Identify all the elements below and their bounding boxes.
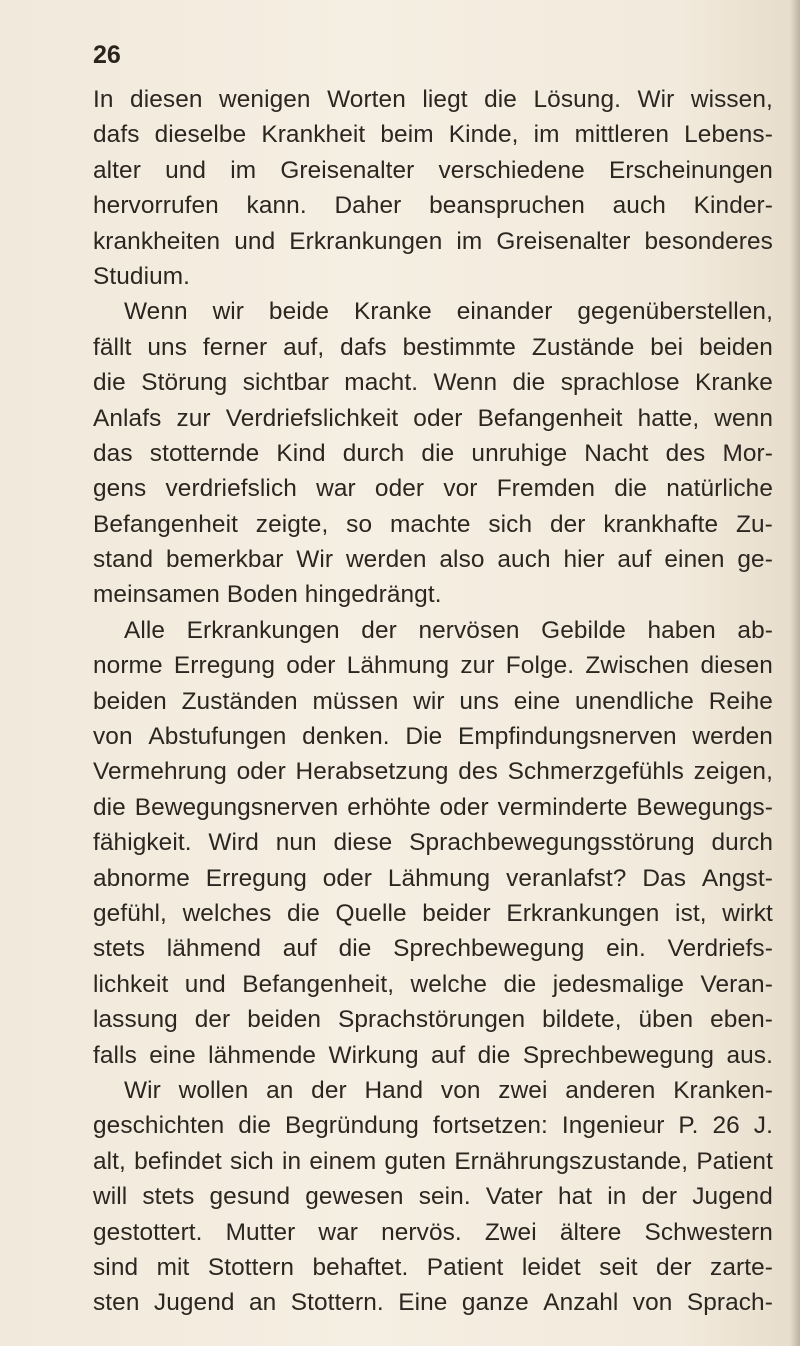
word: geschichten [93, 1112, 225, 1140]
word: auch [612, 192, 666, 220]
word: sind [93, 1253, 139, 1281]
word: fähigkeit. [93, 829, 192, 857]
text-line [93, 401, 773, 436]
word: beider [422, 899, 491, 927]
word: veranlafst? [506, 864, 627, 892]
word: Bewegungsnerven [134, 793, 339, 821]
word: Krankheit [261, 121, 366, 149]
word: Zu- [736, 510, 773, 538]
word: von [632, 1289, 673, 1317]
word: hier [563, 546, 605, 574]
word: Störung [141, 369, 228, 397]
word: Lebens- [684, 121, 773, 149]
word: werden [692, 723, 773, 751]
word: Hand [364, 1076, 424, 1104]
text-line [93, 1108, 773, 1143]
word: kann. [246, 192, 307, 220]
word: Erkrankungen [289, 227, 443, 255]
word: alt, [93, 1147, 126, 1175]
word: wir [413, 687, 445, 715]
word: zeigte, [255, 510, 329, 538]
word: wissen, [690, 86, 773, 113]
word: Empfindungsnerven [458, 723, 677, 751]
word: Stottern. [290, 1289, 384, 1317]
word: mit [156, 1253, 190, 1281]
word: durch [342, 439, 405, 467]
word: die [93, 793, 126, 821]
text-line [93, 719, 773, 754]
word: Patient [696, 1147, 773, 1175]
body-text [93, 82, 773, 1321]
word: Daher [334, 192, 402, 220]
word: Befangenheit [477, 404, 623, 432]
word: beiden [699, 333, 773, 361]
word: stets [142, 1183, 195, 1211]
word: die [477, 1041, 511, 1069]
word: alter [93, 156, 141, 184]
word: Fremden [496, 475, 595, 503]
word: des [458, 758, 498, 786]
word: des [665, 439, 706, 467]
word: Gebilde [541, 616, 626, 644]
word: so [346, 510, 373, 538]
word: sich [229, 1147, 274, 1175]
word: Bewegungs- [636, 793, 773, 821]
word: eine [513, 687, 561, 715]
word: Wir [124, 1076, 161, 1104]
word: Jugend [692, 1183, 773, 1211]
word: Lähmung [387, 864, 491, 892]
word: Befangenheit, [242, 970, 395, 998]
text-line [93, 613, 773, 648]
word: Verdriefslichkeit [225, 404, 399, 432]
word: beanspruchen [429, 192, 585, 220]
word: Anzahl [543, 1289, 619, 1317]
word: erhöhte [347, 793, 431, 821]
word: Kranke [353, 298, 432, 326]
word: die [93, 369, 126, 397]
word: beiden [247, 1006, 322, 1034]
word: norme [93, 652, 163, 680]
word: fortsetzen: [432, 1112, 548, 1140]
word: gefühl, [93, 899, 167, 927]
word: an [266, 1076, 294, 1104]
word: von [93, 723, 133, 751]
text-line [93, 1285, 773, 1320]
word: denken. [302, 723, 390, 751]
word: in [281, 1147, 302, 1175]
word: bemerkbar [165, 546, 284, 574]
text-line: Studium. [93, 262, 191, 290]
word: nervösen [418, 616, 520, 644]
word: Ingenieur [561, 1112, 665, 1140]
word: Kranke [695, 369, 773, 397]
text-line [93, 967, 773, 1002]
text-line: meinsamen Boden hingedrängt. [93, 581, 442, 609]
text-line [93, 648, 773, 683]
text-line [93, 117, 773, 152]
text-line [93, 1144, 773, 1179]
word: einen [664, 546, 725, 574]
word: Wenn [124, 298, 188, 326]
word: ganze [461, 1289, 529, 1317]
word: Reihe [708, 687, 773, 715]
text-line [93, 931, 773, 966]
word: oder [413, 404, 463, 432]
word: auf [430, 1041, 466, 1069]
word: oder [322, 864, 372, 892]
word: im [533, 121, 560, 149]
word: leidet [521, 1253, 581, 1281]
word: Das [642, 864, 686, 892]
word: Mor- [722, 439, 773, 467]
word: eben- [710, 1006, 773, 1034]
word: war [316, 475, 356, 503]
word: bestimmte [402, 333, 516, 361]
word: ist, [675, 899, 707, 927]
word: Verdriefs- [667, 935, 773, 963]
text-line [93, 82, 773, 117]
word: gesund [209, 1183, 291, 1211]
word: einander [456, 298, 553, 326]
word: war [318, 1218, 359, 1246]
word: zur [460, 652, 495, 680]
word: Erkrankungen [186, 616, 340, 644]
word: der [656, 1253, 692, 1281]
word: krankhafte [603, 510, 719, 538]
word: auf, [283, 333, 325, 361]
word: der [641, 1183, 678, 1211]
word: zwei [498, 1076, 548, 1104]
word: ältere [559, 1218, 622, 1246]
word: Alle [124, 616, 166, 644]
word: ein. [606, 935, 646, 963]
word: diesen [130, 86, 203, 113]
word: 26 [712, 1112, 740, 1140]
word: Erscheinungen [608, 156, 773, 184]
word: oder [439, 793, 489, 821]
word: Wir [296, 546, 334, 574]
word: und [165, 156, 207, 184]
word: Ernährungszustande, [454, 1147, 689, 1175]
word: uns [459, 687, 500, 715]
word: Zuständen [181, 687, 298, 715]
word: zeigen, [693, 758, 773, 786]
word: Kinde, [448, 121, 519, 149]
word: Stottern [207, 1253, 295, 1281]
word: der [311, 1076, 347, 1104]
word: durch [711, 829, 773, 857]
text-line [93, 436, 773, 471]
word: Abstufungen [148, 723, 287, 751]
word: In [93, 86, 114, 113]
word: Mutter [225, 1218, 296, 1246]
text-line [93, 754, 773, 789]
text-line [93, 825, 773, 860]
text-line [93, 507, 773, 542]
text-line [93, 896, 773, 931]
word: zur [176, 404, 211, 432]
word: Anlafs [93, 404, 162, 432]
word: guten [384, 1147, 447, 1175]
word: sichtbar [242, 369, 329, 397]
text-line [93, 790, 773, 825]
text-line [93, 861, 773, 896]
text-line [93, 1179, 773, 1214]
word: unendliche [574, 687, 694, 715]
page-number: 26 [93, 41, 121, 69]
word: stets [93, 935, 146, 963]
word: der [549, 510, 586, 538]
word: gewesen [305, 1183, 404, 1211]
word: die [421, 439, 455, 467]
word: werden [345, 546, 427, 574]
word: wirkt [722, 899, 773, 927]
word: macht. [344, 369, 419, 397]
word: uns [147, 333, 188, 361]
word: behaftet. [312, 1253, 409, 1281]
word: bei [650, 333, 684, 361]
word: besonderes [644, 227, 773, 255]
word: einem [309, 1147, 377, 1175]
word: Veran- [700, 970, 773, 998]
word: Folge. [505, 652, 575, 680]
text-line [93, 153, 773, 188]
word: Worten [327, 86, 406, 113]
word: die [503, 970, 537, 998]
word: die [238, 1112, 272, 1140]
text-line [93, 1002, 773, 1037]
word: Erregung [205, 864, 307, 892]
word: nun [275, 829, 317, 857]
text-line [93, 684, 773, 719]
word: Sprachstörungen [337, 1006, 526, 1034]
word: sein. [418, 1183, 471, 1211]
word: müssen [312, 687, 399, 715]
word: dieselbe [154, 121, 247, 149]
word: Befangenheit [93, 510, 238, 538]
word: will [93, 1183, 128, 1211]
word: die [338, 935, 372, 963]
word: oder [236, 758, 286, 786]
word: und [184, 970, 226, 998]
text-line [93, 1038, 773, 1073]
word: P. [678, 1112, 699, 1140]
word: Angst- [701, 864, 773, 892]
word: im [456, 227, 483, 255]
word: fällt [93, 333, 132, 361]
word: Quelle [335, 899, 407, 927]
word: Lähmung [346, 652, 450, 680]
word: Erregung [173, 652, 276, 680]
text-line [93, 330, 773, 365]
word: Zwischen [585, 652, 690, 680]
word: Erkrankungen [506, 899, 660, 927]
word: hatte, [637, 404, 700, 432]
word: jedesmalige [552, 970, 685, 998]
word: Zwei [484, 1218, 537, 1246]
text-line [93, 224, 773, 259]
word: welche [410, 970, 488, 998]
text-line [93, 471, 773, 506]
word: befindet [134, 1147, 222, 1175]
word: natürliche [666, 475, 773, 503]
word: auf [282, 935, 317, 963]
word: sich [488, 510, 533, 538]
word: Greisenalter [280, 156, 415, 184]
word: Zustände [531, 333, 635, 361]
word: Kind [276, 439, 326, 467]
word: üben [638, 1006, 694, 1034]
word: die [512, 369, 546, 397]
word: wollen [178, 1076, 249, 1104]
word: oder [374, 475, 425, 503]
text-line [93, 365, 773, 400]
word: der [361, 616, 397, 644]
word: nervös. [381, 1218, 462, 1246]
word: lähmend [166, 935, 261, 963]
word: falls [93, 1041, 137, 1069]
word: beim [380, 121, 434, 149]
word: wenn [714, 404, 773, 432]
word: die [614, 475, 648, 503]
word: Sprach- [686, 1289, 773, 1317]
text-line [93, 294, 773, 329]
word: Jugend [153, 1289, 235, 1317]
word: aus. [726, 1041, 773, 1069]
word: Wenn [433, 369, 498, 397]
word: lichkeit [93, 970, 169, 998]
word: auch [497, 546, 551, 574]
word: Schwestern [644, 1218, 773, 1246]
word: von [440, 1076, 481, 1104]
word: sprachlose [560, 369, 680, 397]
word: diese [333, 829, 393, 857]
word: ge- [737, 546, 773, 574]
word: stand [93, 546, 154, 574]
word: machte [389, 510, 471, 538]
word: der [194, 1006, 231, 1034]
word: zarte- [710, 1253, 773, 1281]
word: die [484, 86, 517, 113]
word: verdriefslich [165, 475, 297, 503]
word: dafs [340, 333, 387, 361]
word: und [234, 227, 276, 255]
word: lassung [93, 1006, 178, 1034]
word: dafs [93, 121, 140, 149]
word: hat [557, 1183, 593, 1211]
word: hervorrufen [93, 192, 219, 220]
word: Kranken- [673, 1076, 773, 1104]
word: Wir [637, 86, 675, 113]
word: wir [212, 298, 245, 326]
word: lähmende [208, 1041, 317, 1069]
word: bildete, [542, 1006, 622, 1034]
word: seit [599, 1253, 638, 1281]
word: diesen [700, 652, 773, 680]
word: liegt [422, 86, 468, 113]
word: Schmerzgefühls [507, 758, 684, 786]
word: also [439, 546, 485, 574]
page-edge-shadow [790, 0, 800, 1346]
word: Vater [485, 1183, 543, 1211]
word: wenigen [219, 86, 311, 113]
word: haben [647, 616, 716, 644]
text-line [93, 1073, 773, 1108]
text-line [93, 188, 773, 223]
word: Die [405, 723, 443, 751]
word: im [230, 156, 257, 184]
word: eine [149, 1041, 196, 1069]
word: ferner [202, 333, 268, 361]
word: Wirkung [328, 1041, 419, 1069]
word: sten [93, 1289, 140, 1317]
word: ab- [737, 616, 773, 644]
word: die [287, 899, 320, 927]
text-line [93, 1215, 773, 1250]
text-line [93, 542, 773, 577]
word: Kinder- [693, 192, 773, 220]
word: Sprechbewegung [522, 1041, 715, 1069]
word: beide [268, 298, 330, 326]
word: Greisenalter [496, 227, 631, 255]
word: mittleren [574, 121, 670, 149]
word: krankheiten [93, 227, 221, 255]
text-line [93, 1250, 773, 1285]
word: Begründung [285, 1112, 419, 1140]
word: in [607, 1183, 627, 1211]
word: gestottert. [93, 1218, 203, 1246]
word: oder [286, 652, 336, 680]
word: Sprachbewegungsstörung [409, 829, 695, 857]
word: anderen [565, 1076, 656, 1104]
word: beiden [93, 687, 167, 715]
word: Sprechbewegung [393, 935, 585, 963]
word: Herabsetzung [295, 758, 449, 786]
word: unruhige [471, 439, 568, 467]
word: Patient [426, 1253, 504, 1281]
word: stotternde [149, 439, 260, 467]
word: Vermehrung [93, 758, 227, 786]
word: verschiedene [438, 156, 585, 184]
word: welches [182, 899, 272, 927]
word: gens [93, 475, 147, 503]
word: abnorme [93, 864, 190, 892]
word: verminderte [497, 793, 628, 821]
word: J. [753, 1112, 773, 1140]
word: vor [443, 475, 478, 503]
word: Nacht [584, 439, 649, 467]
word: das [93, 439, 133, 467]
word: gegenüberstellen, [577, 298, 773, 326]
word: Wird [208, 829, 259, 857]
word: Lösung. [533, 86, 621, 113]
word: auf [617, 546, 652, 574]
word: an [248, 1289, 277, 1317]
word: Eine [398, 1289, 448, 1317]
